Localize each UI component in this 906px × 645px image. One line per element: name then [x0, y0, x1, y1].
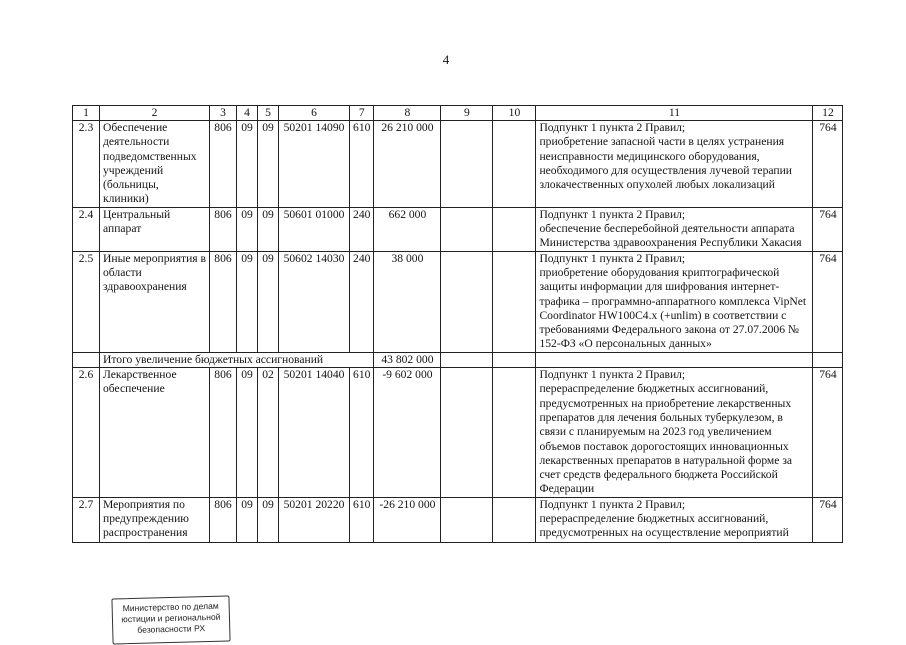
total-empty	[536, 352, 813, 367]
cell-c3: 806	[210, 251, 237, 352]
cell-wrap: 2.7	[78, 497, 94, 511]
cell-description	[536, 251, 813, 352]
cell-wrap: Мероприятия по предупреждению распространения	[103, 497, 189, 540]
cell-c6: 50601 01000	[279, 207, 350, 251]
row-number	[73, 497, 100, 542]
cell-c9	[441, 121, 493, 208]
table-row	[73, 251, 843, 352]
cell-c12: 764	[813, 368, 843, 498]
registration-stamp	[111, 595, 230, 644]
stamp-line: Министерство по делам	[122, 600, 219, 614]
description-text: перераспределение бюджетных ассигнований, предусмотренных на осуществление мероприятий	[539, 512, 789, 540]
row-name: Иные мероприятия в области здравоохранения	[100, 251, 210, 352]
cell-c3	[210, 497, 237, 542]
cell-amount: 38 000	[374, 251, 441, 352]
page-number: 4	[442, 52, 450, 67]
header-cell: 6	[279, 106, 350, 121]
cell-c7	[350, 497, 374, 542]
cell-c10	[493, 121, 536, 208]
cell-c7: 240	[350, 207, 374, 251]
cell-wrap: 764	[819, 497, 837, 511]
total-empty	[493, 352, 536, 367]
total-label: Итого увеличение бюджетных ассигнований	[100, 352, 374, 367]
cell-c5: 02	[258, 368, 279, 498]
header-cell: 10	[493, 106, 536, 121]
row-number: 2.5	[73, 251, 100, 352]
cell-c12	[813, 497, 843, 542]
cell-c7: 240	[350, 251, 374, 352]
cell-c9	[441, 368, 493, 498]
row-number: 2.3	[73, 121, 100, 208]
description-title: Подпункт 1 пункта 2 Правил;	[539, 497, 686, 511]
header-cell: 5	[258, 106, 279, 121]
cell-c10	[493, 251, 536, 352]
table-row	[73, 368, 843, 498]
cell-c10	[493, 497, 536, 542]
total-empty	[441, 352, 493, 367]
cell-description	[536, 207, 813, 251]
cell-c6: 50602 14030	[279, 251, 350, 352]
cell-wrap: 50201 20220	[283, 497, 345, 511]
cell-c9	[441, 207, 493, 251]
header-cell: 4	[237, 106, 258, 121]
cell-amount	[374, 497, 441, 542]
header-cell: 8	[374, 106, 441, 121]
cell-description	[536, 368, 813, 498]
table-row	[73, 121, 843, 208]
description-text: обеспечение бесперебойной деятельности аппарата Министерства здравоохранения Республики Хакасия	[539, 222, 802, 250]
cell-c12: 764	[813, 251, 843, 352]
row-number: 2.6	[73, 368, 100, 498]
cell-c4: 09	[237, 121, 258, 208]
description-title: Подпункт 1 пункта 2 Правил;	[539, 251, 686, 265]
cell-description	[536, 497, 813, 542]
cell-description	[536, 121, 813, 208]
cell-amount: 26 210 000	[374, 121, 441, 208]
header-cell: 3	[210, 106, 237, 121]
cell-c4	[237, 497, 258, 542]
description-title: Подпункт 1 пункта 2 Правил;	[539, 121, 686, 134]
cell-wrap	[444, 498, 489, 542]
total-empty	[813, 352, 843, 367]
description-text: приобретение оборудования криптографической защиты информации для шифрования интернет-трафика – программно-аппаратного комплекса VipNet Coordinator HW100C4.x (+unlim) в соответствии с требованиями Федерального закона от 27.07.2006 № 152-ФЗ «О персональных данных»	[539, 265, 807, 351]
row-number: 2.4	[73, 207, 100, 251]
description-text: приобретение запасной части в целях устранения неисправности медицинского оборудования, необходимого для осуществления лучевой терапии злокачественных опухолей любых локализаций	[539, 135, 792, 192]
cell-c3: 806	[210, 121, 237, 208]
row-name	[100, 497, 210, 542]
cell-c6: 50201 14040	[279, 368, 350, 498]
cell-wrap: 806	[214, 497, 232, 511]
cell-wrap: 610	[353, 497, 371, 511]
table-row	[73, 497, 843, 542]
cell-c5: 09	[258, 121, 279, 208]
header-cell: 12	[813, 106, 843, 121]
cell-c6: 50201 14090	[279, 121, 350, 208]
header-cell: 1	[73, 106, 100, 121]
cell-c5	[258, 497, 279, 542]
cell-c4: 09	[237, 368, 258, 498]
cell-c10	[493, 207, 536, 251]
total-amount: 43 802 000	[374, 352, 441, 367]
cell-c12: 764	[813, 207, 843, 251]
cell-c9	[441, 251, 493, 352]
description-title: Подпункт 1 пункта 2 Правил;	[539, 207, 686, 221]
header-cell: 2	[100, 106, 210, 121]
appropriations-table	[72, 105, 843, 543]
cell-c3: 806	[210, 207, 237, 251]
cell-c12: 764	[813, 121, 843, 208]
header-cell: 11	[536, 106, 813, 121]
cell-c6	[279, 497, 350, 542]
row-name: Центральный аппарат	[100, 207, 210, 251]
header-row	[73, 106, 843, 121]
cell-wrap: 09	[241, 497, 253, 511]
cell-wrap: 09	[262, 497, 274, 511]
cell-c4: 09	[237, 251, 258, 352]
description-text: перераспределение бюджетных ассигнований, предусмотренных на приобретение лекарственных препаратов для лечения больных туберкулезом, в связи с планируемым на 2023 год увеличением объемов поставок дорогостоящих инновационных лекарственных препаратов в натуральной форме за счет средств федерального бюджета Российской Федерации	[539, 382, 793, 496]
header-cell: 7	[350, 106, 374, 121]
header-cell: 9	[441, 106, 493, 121]
total-spacer	[73, 352, 100, 367]
stamp-line: безопасности РХ	[137, 623, 206, 635]
cell-c10	[493, 368, 536, 498]
row-name: Лекарственное обеспечение	[100, 368, 210, 498]
cell-wrap: -26 210 000	[379, 497, 436, 511]
row-name: Обеспечение деятельности подведомственных учреждений (больницы, клиники)	[100, 121, 210, 208]
cell-amount: 662 000	[374, 207, 441, 251]
cell-c5: 09	[258, 251, 279, 352]
description-title: Подпункт 1 пункта 2 Правил;	[539, 368, 686, 382]
stamp-line: юстиции и региональной	[121, 611, 221, 625]
cell-c5: 09	[258, 207, 279, 251]
cell-c3: 806	[210, 368, 237, 498]
cell-c7: 610	[350, 121, 374, 208]
cell-c4: 09	[237, 207, 258, 251]
cell-amount: -9 602 000	[374, 368, 441, 498]
table-row	[73, 207, 843, 251]
total-row	[73, 352, 843, 367]
cell-wrap	[496, 498, 532, 542]
cell-c9	[441, 497, 493, 542]
cell-c7: 610	[350, 368, 374, 498]
cell-wrap	[539, 498, 809, 542]
